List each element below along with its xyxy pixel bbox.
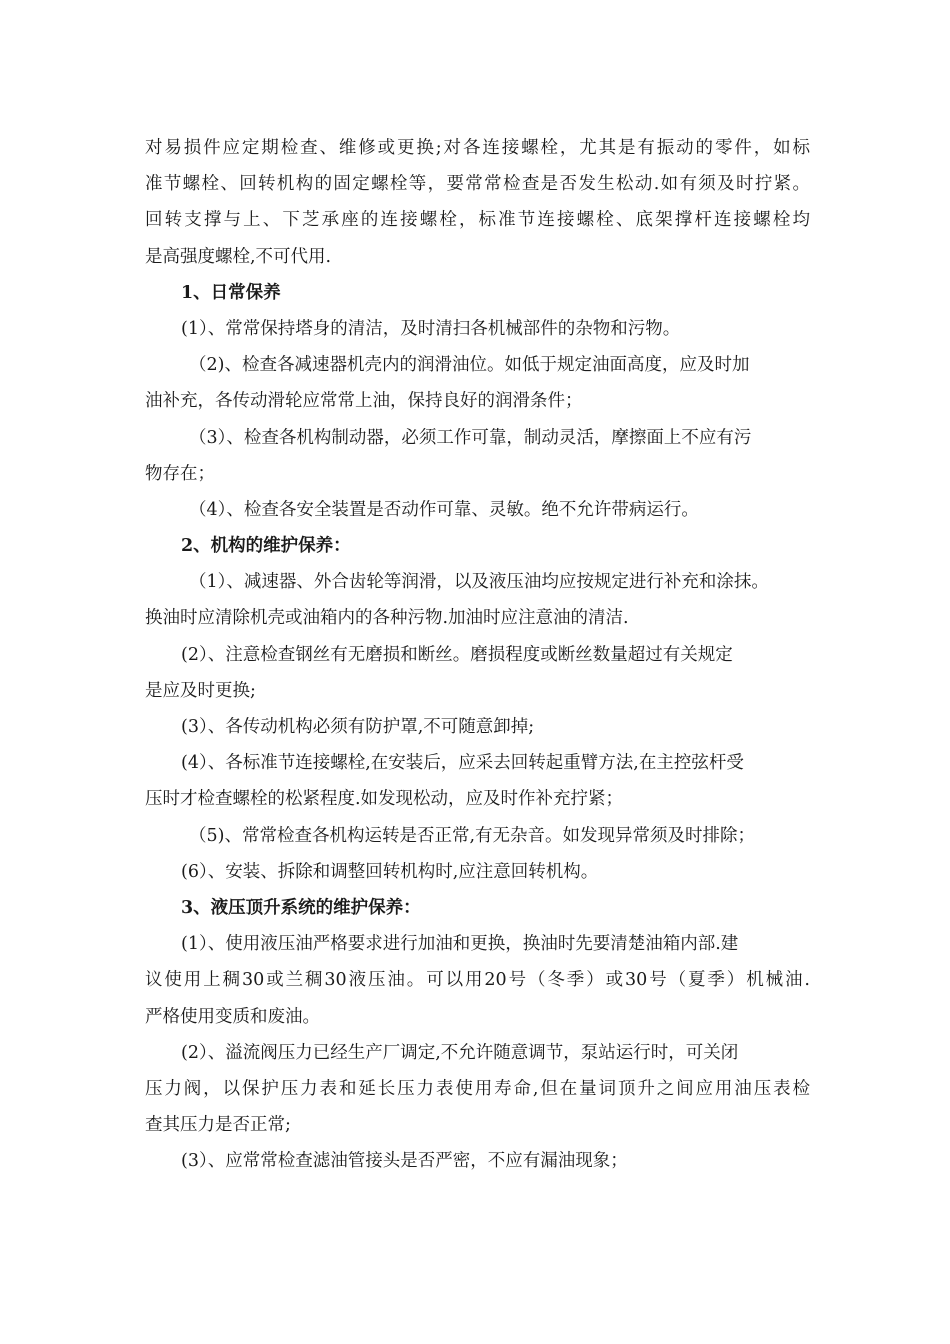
paragraph-line: 是高强度螺栓,不可代用. — [145, 246, 332, 267]
list-item-continuation: 压时才检查螺栓的松紧程度.如发现松动，应及时作补充拧紧； — [145, 789, 624, 810]
list-item-continuation: 查其压力是否正常; — [145, 1115, 291, 1136]
list-item: (2）、注意检查钢丝有无磨损和断丝。磨损程度或断丝数量超过有关规定 — [181, 644, 733, 665]
list-item-continuation: 议使用上稠30或兰稠30液压油。可以用20号（冬季）或30号（夏季）机械油. — [145, 970, 810, 991]
list-item: (2）、溢流阀压力已经生产厂调定,不允许随意调节，泵站运行时，可关闭 — [181, 1042, 739, 1063]
paragraph-line: 准节螺栓、回转机构的固定螺栓等，要常常检查是否发生松动.如有须及时拧紧。 — [145, 174, 810, 195]
list-item: （5)、常常检查各机构运转是否正常,有无杂音。如发现异常须及时排除； — [189, 825, 756, 846]
list-item: (3）、各传动机构必须有防护罩,不可随意卸掉; — [181, 717, 535, 737]
section-heading-hydraulic-maintenance: 3、液压顶升系统的维护保养： — [181, 897, 421, 918]
list-item: (1）、常常保持塔身的清洁，及时清扫各机械部件的杂物和污物。 — [181, 318, 681, 339]
document-body — [145, 130, 810, 1179]
list-item: （2)、检查各减速器机壳内的润滑油位。如低于规定油面高度，应及时加 — [189, 355, 750, 376]
list-item: （1）、减速器、外合齿轮等润滑，以及液压油均应按规定进行补充和涂抹。 — [189, 572, 769, 593]
section-heading-mechanism-maintenance: 2、机构的维护保养： — [181, 536, 351, 557]
list-item-continuation: 严格使用变质和废油。 — [145, 1006, 320, 1027]
list-item-continuation: 压力阀，以保护压力表和延长压力表使用寿命,但在量词顶升之间应用油压表检 — [145, 1078, 810, 1099]
list-item: （4）、检查各安全装置是否动作可靠、灵敏。绝不允许带病运行。 — [189, 499, 699, 520]
list-item: （3）、检查各机构制动器，必须工作可靠，制动灵活，摩擦面上不应有污 — [189, 427, 752, 448]
list-item-continuation: 物存在； — [145, 463, 215, 484]
paragraph-line: 回转支撑与上、下芝承座的连接螺栓，标准节连接螺栓、底架撑杆连接螺栓均 — [145, 210, 810, 231]
list-item: (4）、各标准节连接螺栓,在安装后，应采去回转起重臂方法,在主控弦杆受 — [181, 753, 744, 774]
list-item: (6）、安装、拆除和调整回转机构时,应注意回转机构。 — [181, 861, 599, 882]
section-heading-daily-maintenance: 1、日常保养 — [181, 282, 281, 303]
paragraph-line: 对易损件应定期检查、维修或更换;对各连接螺栓，尤其是有振动的零件，如标 — [145, 138, 810, 158]
list-item: (1）、使用液压油严格要求进行加油和更换，换油时先要清楚油箱内部.建 — [181, 934, 739, 955]
list-item-continuation: 是应及时更换; — [145, 680, 256, 701]
list-item: (3）、应常常检查滤油管接头是否严密，不应有漏油现象； — [181, 1151, 628, 1172]
list-item-continuation: 油补充，各传动滑轮应常常上油，保持良好的润滑条件； — [145, 391, 583, 412]
list-item-continuation: 换油时应清除机壳或油箱内的各种污物.加油时应注意油的清洁. — [145, 608, 629, 629]
